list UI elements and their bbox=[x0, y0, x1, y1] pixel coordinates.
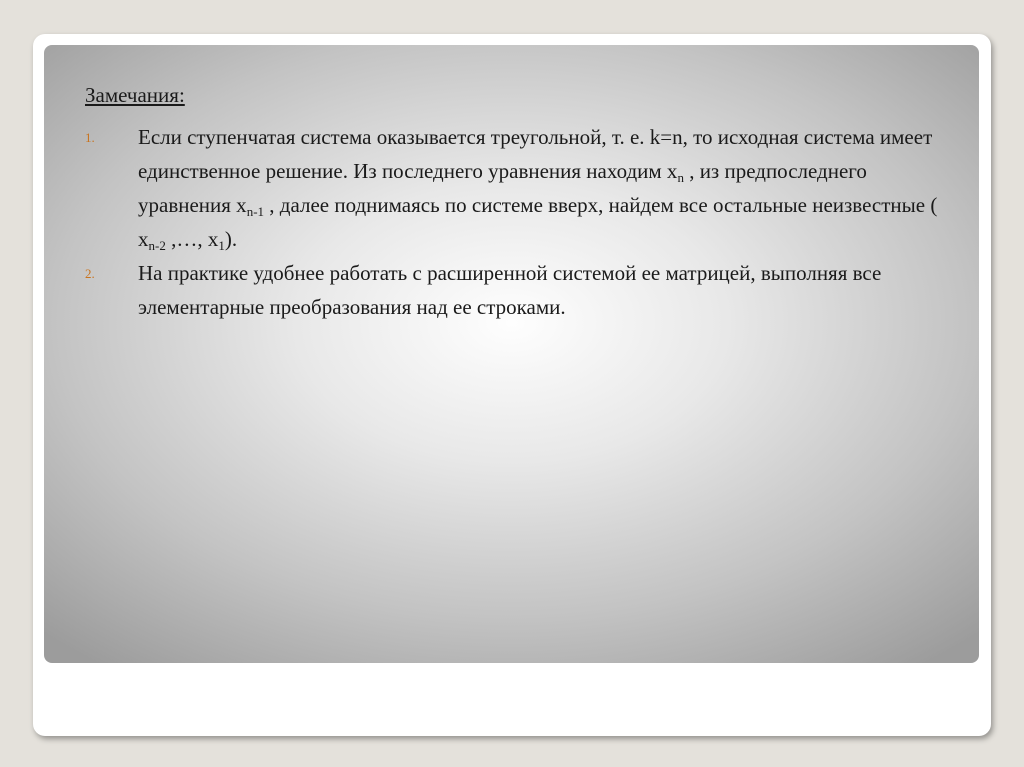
slide-bottom-area bbox=[44, 669, 979, 727]
slide-heading: Замечания: bbox=[85, 83, 185, 107]
slide-content bbox=[85, 82, 945, 324]
slide-frame bbox=[33, 34, 991, 736]
subscript-n-2: n-2 bbox=[148, 238, 166, 253]
list-number-1: 1. bbox=[85, 130, 95, 145]
subscript-1: 1 bbox=[218, 238, 225, 253]
list-item-1 bbox=[85, 120, 945, 256]
list-item-2 bbox=[85, 256, 945, 324]
item-1-text: Если ступенчатая система оказывается треугольной, т. е. k=n, то исходная система имеет единственное решение. Из последнего уравнения находим $x_n$ , из предпоследнего уравнения $x_{n-1}$ , далее поднимаясь по системе вверх, найдем все остальные неизвестные ( $x_{n-2}$ ,…, $x_1$). bbox=[138, 125, 938, 253]
slide-content-panel bbox=[44, 45, 979, 663]
subscript-n: n bbox=[677, 170, 684, 185]
subscript-n-1: n-1 bbox=[246, 204, 265, 219]
list-number-2: 2. bbox=[85, 266, 95, 281]
item-2-text: На практике удобнее работать с расширенной системой ее матрицей, выполняя все элементарные преобразования над ее строками. bbox=[138, 261, 882, 319]
